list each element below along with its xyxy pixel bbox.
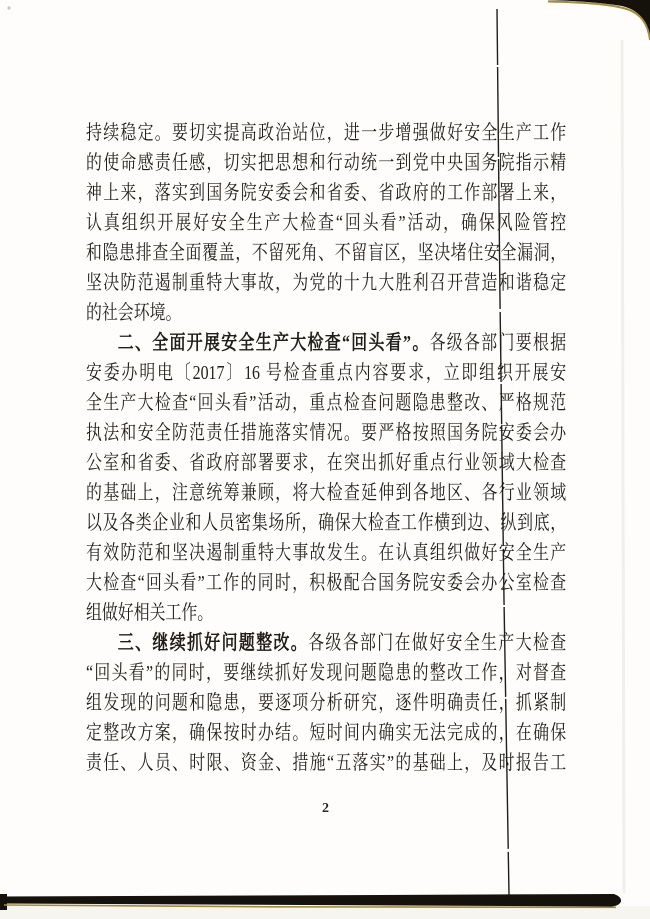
text-line: 大检查“回头看”工作的同时，积极配合国务院安委会办公室检查	[86, 572, 567, 594]
text-line: 和隐患排查全面覆盖，不留死角、不留盲区，坚决堵住安全漏洞，	[86, 242, 567, 264]
text-line: 定整改方案，确保按时办结。短时间内确实无法完成的，在确保	[86, 722, 567, 744]
text-line: “回头看”的同时，要继续抓好发现问题隐患的整改工作，对督查	[86, 662, 567, 684]
text-line: 以及各类企业和人员密集场所，确保大检查工作横到边、纵到底，	[86, 512, 567, 534]
document-body-text	[86, 118, 566, 778]
section-lead-text: 各级各部门要根据	[429, 332, 567, 354]
text-line: 认真组织开展好安全生产大检查“回头看”活动，确保风险管控	[86, 212, 567, 234]
scan-bottom-left-corner	[0, 894, 7, 910]
text-line: 的使命感责任感，切实把思想和行动统一到党中央国务院指示精	[86, 152, 567, 174]
section-heading: 二、全面开展安全生产大检查“回头看”。	[117, 332, 430, 354]
text-line: 责任、人员、时限、资金、措施“五落实”的基础上，及时报告工	[86, 752, 567, 774]
scan-paper-right-edge	[622, 40, 624, 893]
text-line: 的社会环境。	[86, 302, 182, 324]
text-line: 公室和省委、省政府部署要求，在突出抓好重点行业领域大检查	[86, 452, 567, 474]
page-number: 2	[322, 801, 330, 816]
section-lead-text: 各级各部门在做好安全生产大检查	[308, 632, 567, 654]
text-line: 持续稳定。要切实提高政治站位，进一步增强做好安全生产工作	[86, 122, 567, 144]
text-line: 坚决防范遏制重特大事故，为党的十九大胜利召开营造和谐稳定	[86, 272, 567, 294]
text-line: 执法和安全防范责任措施落实情况。要严格按照国务院安委会办	[86, 422, 567, 444]
text-line: 全生产大检查“回头看”活动，重点检查问题隐患整改、严格规范	[86, 392, 567, 414]
text-line	[86, 328, 566, 358]
text-line: 组做好相关工作。	[86, 602, 214, 624]
text-line: 安委办明电〔2017〕16 号检查重点内容要求，立即组织开展安	[86, 362, 567, 384]
scan-bottom-edge-highlight	[4, 905, 616, 908]
text-line: 有效防范和坚决遏制重特大事故发生。在认真组织做好安全生产	[86, 542, 567, 564]
scan-bottom-edge-band	[0, 894, 621, 907]
text-line	[86, 628, 566, 658]
section-heading: 三、继续抓好问题整改。	[117, 632, 309, 654]
scan-corner-top-right	[546, 0, 650, 40]
text-line: 的基础上，注意统筹兼顾，将大检查延伸到各地区、各行业领域	[86, 482, 567, 504]
scan-speck	[7, 6, 10, 9]
text-line: 神上来，落实到国务院安委会和省委、省政府的工作部署上来，	[86, 182, 567, 204]
scan-corner-edge-highlight	[548, 2, 650, 41]
text-line: 组发现的问题和隐患，要逐项分析研究，逐件明确责任，抓紧制	[86, 692, 567, 714]
scan-bottom-margin	[0, 906, 650, 919]
